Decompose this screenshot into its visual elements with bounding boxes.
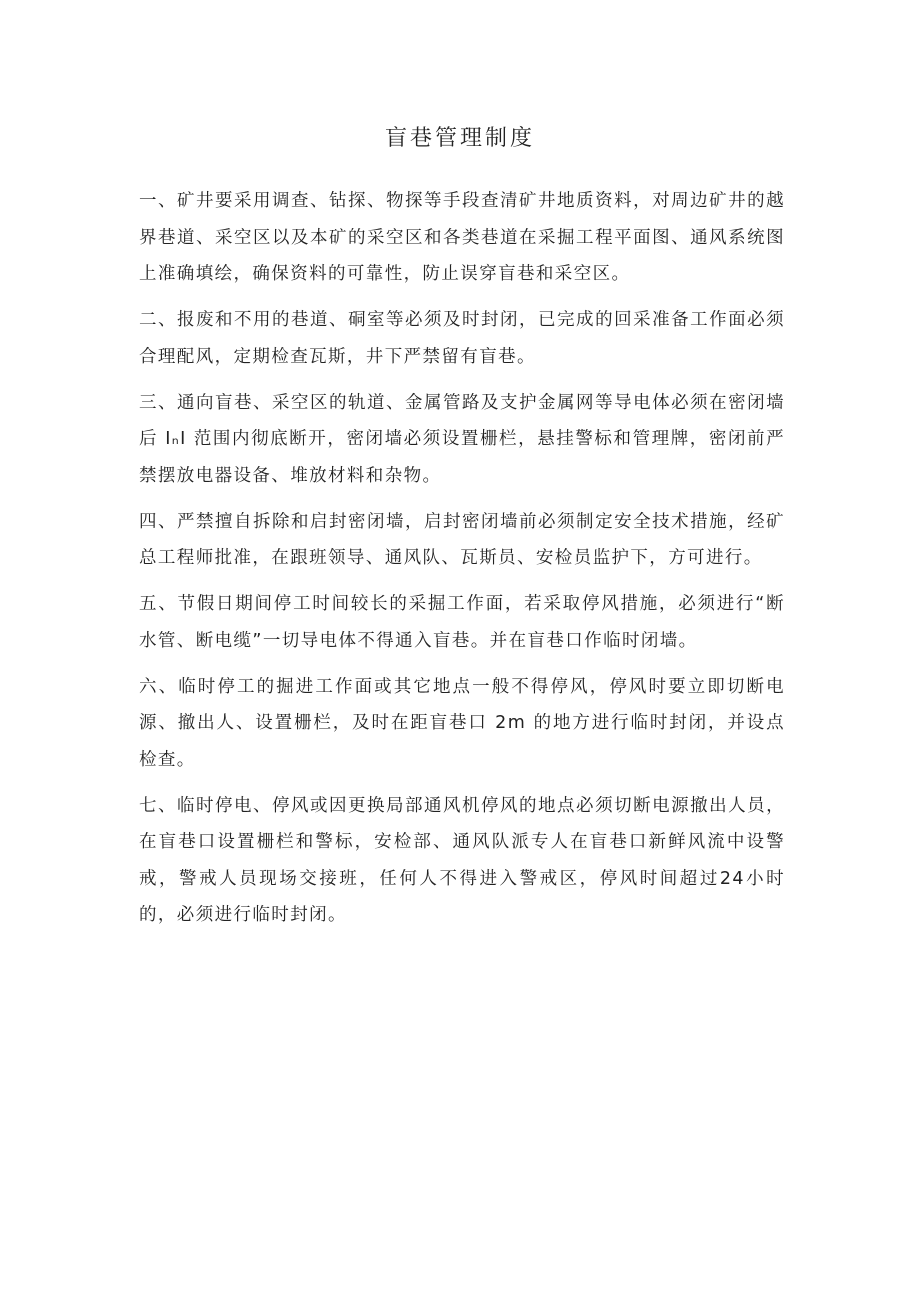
paragraph-7: 七、临时停电、停风或因更换局部通风机停风的地点必须切断电源撤出人员，在盲巷口设置栅栏和警标，安检部、通风队派专人在盲巷口新鲜风流中设警戒，警戒人员现场交接班，任何人不得进入警戒区，停风时间超过24小时的，必须进行临时封闭。 — [139, 795, 785, 925]
paragraph-3: 三、通向盲巷、采空区的轨道、金属管路及支护金属网等导电体必须在密闭墙后 IₙI 范围内彻底断开，密闭墙必须设置栅栏，悬挂警标和管理牌，密闭前严禁摆放电器设备、堆放材料和杂物。 — [139, 392, 785, 486]
paragraph-4: 四、严禁擅自拆除和启封密闭墙，启封密闭墙前必须制定安全技术措施，经矿总工程师批准，在跟班领导、通风队、瓦斯员、安检员监护下，方可进行。 — [139, 511, 785, 568]
document-body — [139, 183, 785, 943]
paragraph-5: 五、节假日期间停工时间较长的采掘工作面，若采取停风措施，必须进行“断水管、断电缆”一切导电体不得通入盲巷。并在盲巷口作临时闭墙。 — [139, 594, 785, 651]
paragraph-1: 一、矿井要采用调查、钻探、物探等手段查清矿井地质资料，对周边矿井的越界巷道、采空区以及本矿的采空区和各类巷道在采掘工程平面图、通风系统图上准确填绘，确保资料的可靠性，防止误穿盲巷和采空区。 — [139, 191, 785, 284]
paragraph-2: 二、报废和不用的巷道、硐室等必须及时封闭，已完成的回采准备工作面必须合理配风，定期检查瓦斯，井下严禁留有盲巷。 — [139, 310, 785, 367]
paragraph-6: 六、临时停工的掘进工作面或其它地点一般不得停风，停风时要立即切断电源、撤出人、设置栅栏，及时在距盲巷口 2m 的地方进行临时封闭，并设点检查。 — [139, 676, 785, 770]
document-title: 盲巷管理制度 — [384, 126, 535, 151]
